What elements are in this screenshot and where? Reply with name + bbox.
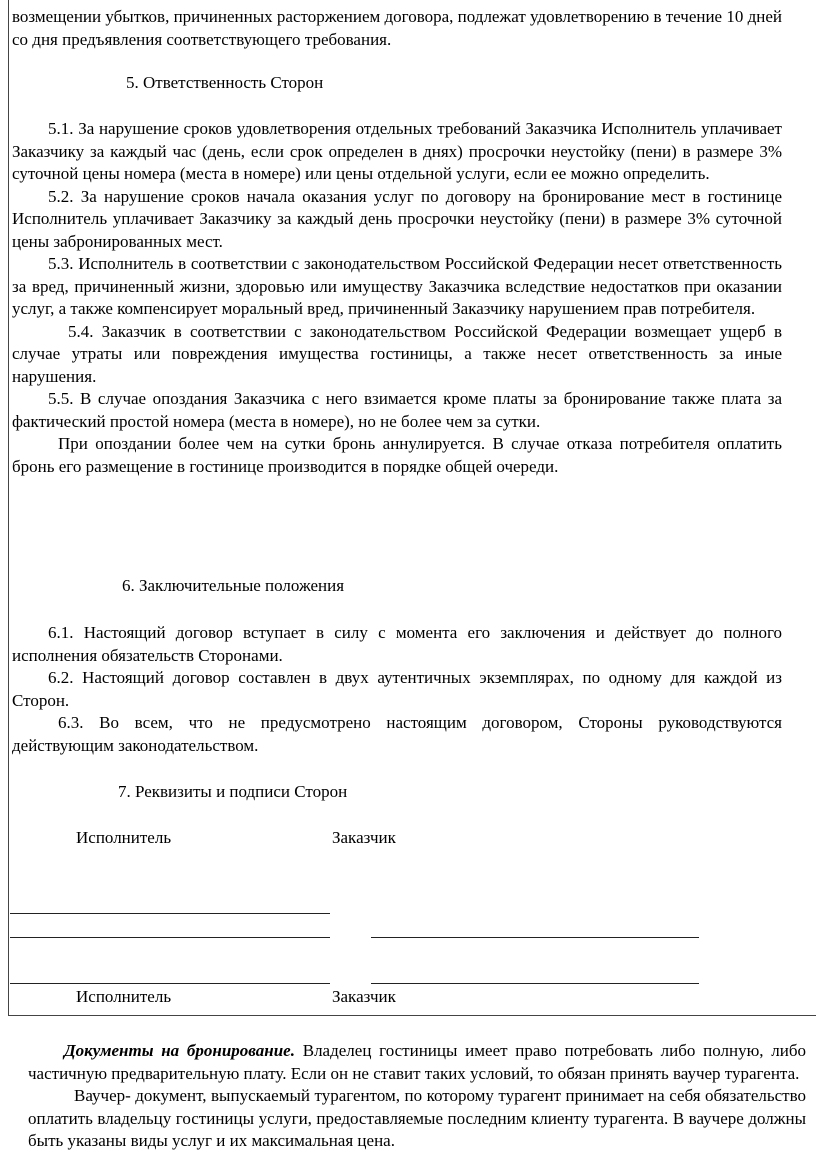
clause-5-2: 5.2. За нарушение сроков начала оказания услуг по договору на бронирование мест в гостинице Исполнитель уплачивает Заказчику за каждый день просрочки неустойку (пени) в размере 3% суточной цены забронированных мест. <box>12 186 782 251</box>
clause-6-3: 6.3. Во всем, что не предусмотрено настоящим договором, Стороны руководствуются действующим законодательством. <box>12 713 782 755</box>
clause-6-1: 6.1. Настоящий договор вступает в силу с момента его заключения и действует до полного исполнения обязательств Сторонами. <box>12 623 782 665</box>
executor-signature-line-3 <box>10 983 330 984</box>
booking-paragraph-2: Ваучер- документ, выпускаемый турагентом, по которому турагент принимает на себя обязательство оплатить владельцу гостиницы услуги, предоставляемые последним клиенту турагента. В ваучере должны быть указаны виды услуг и их максимальная цена. <box>28 1086 806 1150</box>
top-paragraph: возмещении убытков, причиненных расторжением договора, подлежат удовлетворению в течение 10 дней со дня предъявления соответствующего требования. <box>12 7 782 49</box>
customer-label-top: Заказчик <box>332 828 396 847</box>
booking-paragraph-1 <box>28 1040 806 1085</box>
customer-signature-line-2 <box>371 983 699 984</box>
clause-5-1: 5.1. За нарушение сроков удовлетворения отдельных требований Заказчика Исполнитель уплачивает Заказчику за каждый час (день, если срок определен в днях) просрочки неустойку (пени) в размере 3% суточной цены номера (места в номере) или цены отдельной услуги, если ее можно определить. <box>12 119 782 183</box>
top-paragraph-block <box>12 6 782 51</box>
booking-section <box>28 1040 806 1153</box>
customer-signature-line-1 <box>371 937 699 938</box>
clause-5-5-continued: При опоздании более чем на сутки бронь аннулируется. В случае отказа потребителя оплатить бронь его размещение в гостинице производится в порядке общей очереди. <box>12 434 782 476</box>
customer-label-bottom: Заказчик <box>332 987 396 1006</box>
executor-signature-line-2 <box>10 937 330 938</box>
clause-5-4: 5.4. Заказчик в соответствии с законодательством Российской Федерации возмещает ущерб в случае утраты или повреждения имущества гостиницы, а также несет ответственность за иные нарушения. <box>12 321 782 386</box>
clause-5-5: 5.5. В случае опоздания Заказчика с него взимается кроме платы за бронирование также плата за фактический простой номера (места в номере), но не более чем за сутки. <box>12 389 782 431</box>
clause-5-3: 5.3. Исполнитель в соответствии с законодательством Российской Федерации несет ответственность за вред, причиненный жизни, здоровью или имуществу Заказчика вследствие недостатков при оказании услуг, а также компенсирует моральный вред, причиненный Заказчику нарушением прав потребителя. <box>12 254 782 318</box>
section6-title: 6. Заключительные положения <box>122 576 345 595</box>
booking-lead: Документы на бронирование. <box>64 1041 295 1060</box>
clause-6-2: 6.2. Настоящий договор составлен в двух аутентичных экземплярах, по одному для каждой из Сторон. <box>12 668 782 710</box>
section5-title: 5. Ответственность Сторон <box>126 73 324 92</box>
booking-paragraph-1-text: Владелец гостиницы имеет право потребовать либо полную, либо частичную предварительную плату. Если он не ставит таких условий, то обязан принять ваучер турагента. <box>28 1041 806 1083</box>
executor-label-top: Исполнитель <box>76 828 172 847</box>
executor-signature-line-1 <box>10 913 330 914</box>
section5-body <box>12 118 782 478</box>
section7-title: 7. Реквизиты и подписи Сторон <box>118 782 348 801</box>
section6-body <box>12 622 782 757</box>
executor-label-bottom: Исполнитель <box>76 987 172 1006</box>
